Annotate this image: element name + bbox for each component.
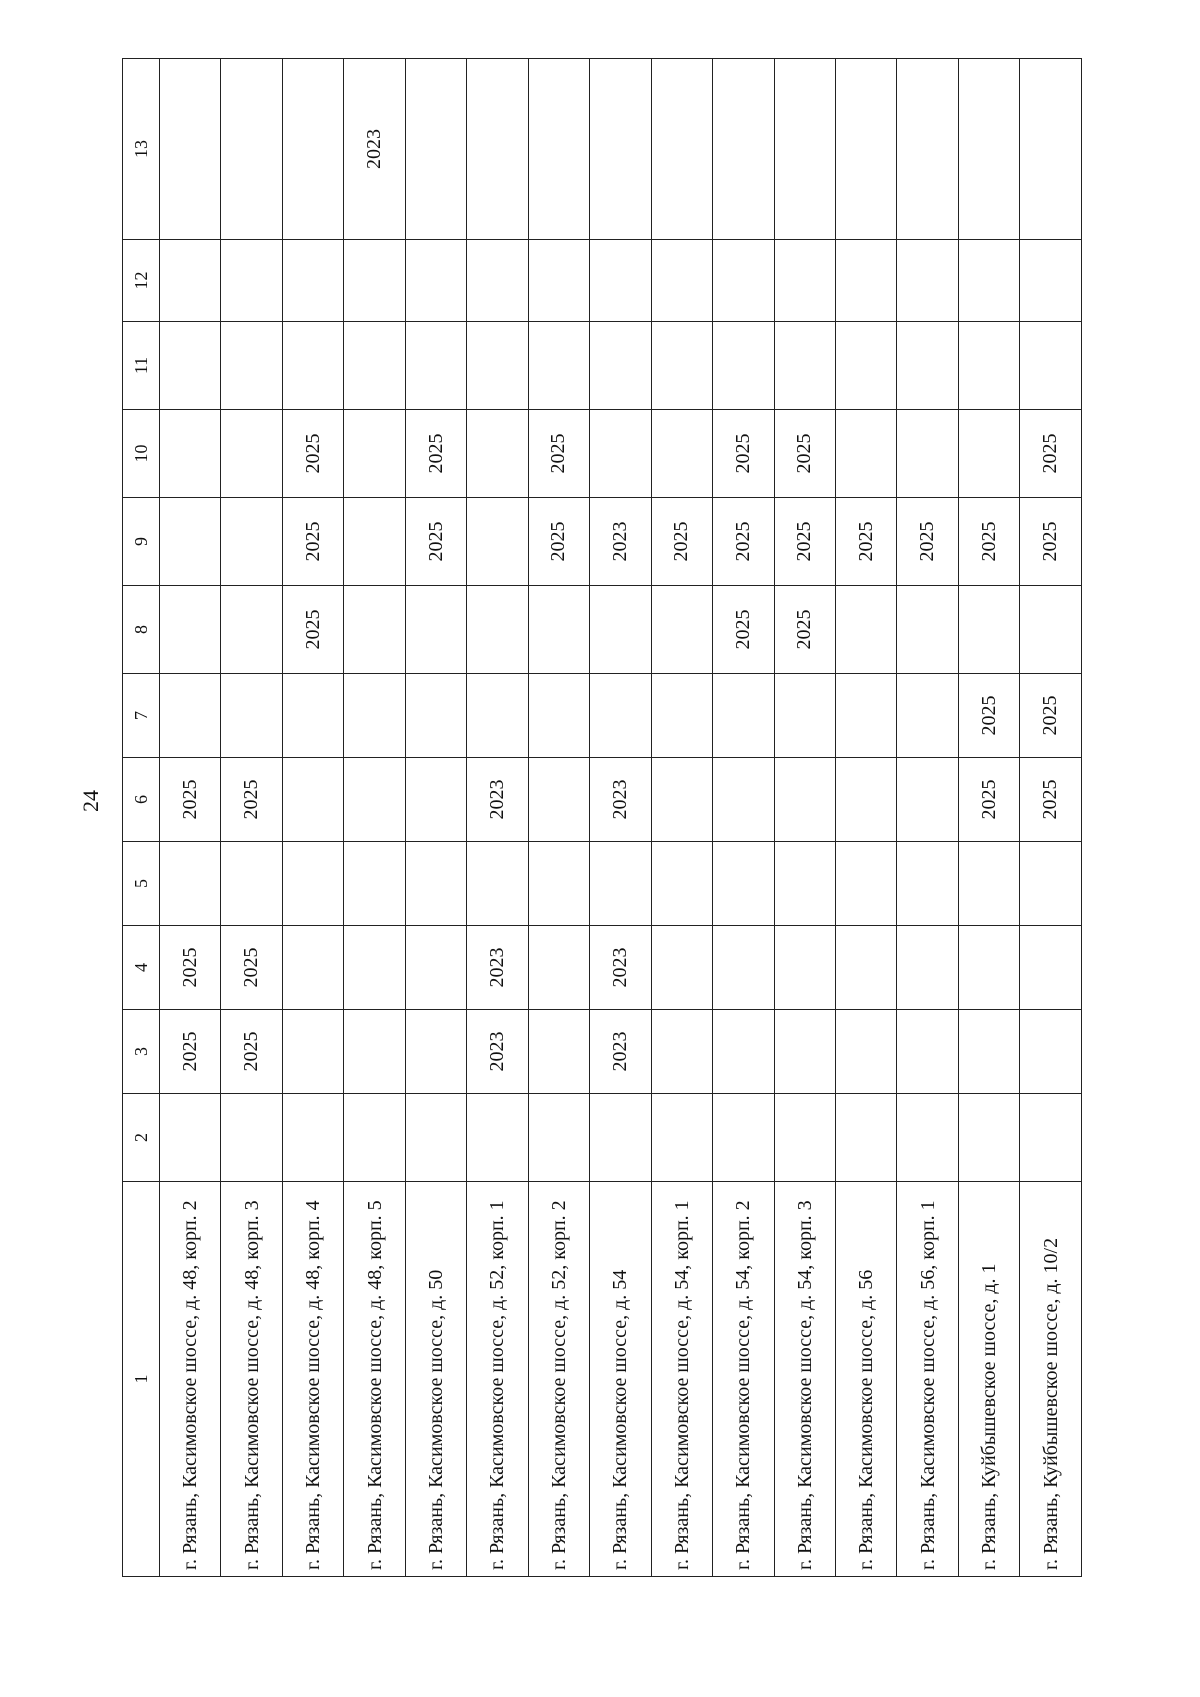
address-cell: г. Рязань, Касимовское шоссе, д. 52, корп. 2: [528, 1182, 589, 1577]
year-cell-col-7: [405, 674, 466, 758]
year-cell-col-9: 2025: [897, 498, 958, 586]
year-cell-col-6: 2023: [590, 758, 651, 842]
year-cell-col-10: [897, 410, 958, 498]
year-cell-col-6: [651, 758, 712, 842]
year-cell-col-12: [713, 240, 774, 322]
year-cell-col-5: [282, 842, 343, 926]
year-cell-col-8: 2025: [713, 586, 774, 674]
year-cell-col-6: 2025: [221, 758, 282, 842]
year-cell-col-12: [528, 240, 589, 322]
year-cell-col-2: [713, 1094, 774, 1182]
year-cell-col-4: 2023: [590, 926, 651, 1010]
rotated-table-container: [122, 61, 1082, 1577]
year-cell-col-13: [958, 59, 1019, 240]
address-cell: г. Рязань, Касимовское шоссе, д. 52, корп. 1: [467, 1182, 528, 1577]
year-cell-col-2: [405, 1094, 466, 1182]
year-cell-col-5: [958, 842, 1019, 926]
table-row: [282, 59, 343, 1577]
year-cell-col-9: 2025: [282, 498, 343, 586]
year-cell-col-12: [651, 240, 712, 322]
table-row: [590, 59, 651, 1577]
year-cell-col-10: [958, 410, 1019, 498]
table-row: [651, 59, 712, 1577]
year-cell-col-9: 2025: [835, 498, 896, 586]
schedule-table: [122, 58, 1082, 1577]
year-cell-col-2: [651, 1094, 712, 1182]
year-cell-col-9: 2025: [528, 498, 589, 586]
year-cell-col-3: [405, 1010, 466, 1094]
table-row: [1020, 59, 1082, 1577]
year-cell-col-12: [774, 240, 835, 322]
table-row: [467, 59, 528, 1577]
year-cell-col-11: [528, 322, 589, 410]
table-row: [528, 59, 589, 1577]
year-cell-col-5: [344, 842, 405, 926]
year-cell-col-2: [590, 1094, 651, 1182]
year-cell-col-2: [282, 1094, 343, 1182]
year-cell-col-9: [467, 498, 528, 586]
year-cell-col-5: [713, 842, 774, 926]
year-cell-col-9: 2025: [651, 498, 712, 586]
year-cell-col-4: [774, 926, 835, 1010]
year-cell-col-8: [221, 586, 282, 674]
year-cell-col-8: [651, 586, 712, 674]
table-row: [344, 59, 405, 1577]
year-cell-col-7: [160, 674, 221, 758]
table-row: [221, 59, 282, 1577]
year-cell-col-11: [774, 322, 835, 410]
year-cell-col-4: [405, 926, 466, 1010]
year-cell-col-11: [713, 322, 774, 410]
year-cell-col-12: [221, 240, 282, 322]
column-header-4: 4: [123, 926, 160, 1010]
year-cell-col-11: [282, 322, 343, 410]
year-cell-col-2: [160, 1094, 221, 1182]
address-cell: г. Рязань, Касимовское шоссе, д. 56: [835, 1182, 896, 1577]
column-header-11: 11: [123, 322, 160, 410]
year-cell-col-13: [160, 59, 221, 240]
year-cell-col-10: 2025: [713, 410, 774, 498]
year-cell-col-7: [221, 674, 282, 758]
column-header-1: 1: [123, 1182, 160, 1577]
year-cell-col-4: 2023: [467, 926, 528, 1010]
year-cell-col-8: [958, 586, 1019, 674]
year-cell-col-6: 2025: [958, 758, 1019, 842]
address-cell: г. Рязань, Касимовское шоссе, д. 48, корп. 2: [160, 1182, 221, 1577]
address-cell: г. Рязань, Касимовское шоссе, д. 54, корп. 3: [774, 1182, 835, 1577]
page-number: 24: [78, 790, 103, 812]
year-cell-col-3: 2023: [467, 1010, 528, 1094]
year-cell-col-11: [221, 322, 282, 410]
year-cell-col-11: [958, 322, 1019, 410]
year-cell-col-2: [774, 1094, 835, 1182]
year-cell-col-8: [835, 586, 896, 674]
column-header-9: 9: [123, 498, 160, 586]
year-cell-col-4: 2025: [221, 926, 282, 1010]
year-cell-col-2: [958, 1094, 1019, 1182]
year-cell-col-3: 2023: [590, 1010, 651, 1094]
table-body: [160, 59, 1082, 1577]
year-cell-col-11: [467, 322, 528, 410]
year-cell-col-10: [344, 410, 405, 498]
year-cell-col-8: [528, 586, 589, 674]
year-cell-col-3: [344, 1010, 405, 1094]
year-cell-col-12: [405, 240, 466, 322]
address-cell: г. Рязань, Куйбышевское шоссе, д. 10/2: [1020, 1182, 1082, 1577]
year-cell-col-7: [835, 674, 896, 758]
year-cell-col-9: 2025: [713, 498, 774, 586]
year-cell-col-8: [160, 586, 221, 674]
year-cell-col-5: [1020, 842, 1082, 926]
year-cell-col-5: [590, 842, 651, 926]
year-cell-col-3: [1020, 1010, 1082, 1094]
year-cell-col-7: [897, 674, 958, 758]
year-cell-col-6: 2025: [1020, 758, 1082, 842]
year-cell-col-3: 2025: [160, 1010, 221, 1094]
year-cell-col-4: [528, 926, 589, 1010]
year-cell-col-9: 2025: [1020, 498, 1082, 586]
year-cell-col-9: [160, 498, 221, 586]
year-cell-col-8: [405, 586, 466, 674]
year-cell-col-13: [405, 59, 466, 240]
year-cell-col-8: 2025: [774, 586, 835, 674]
year-cell-col-5: [774, 842, 835, 926]
year-cell-col-13: 2023: [344, 59, 405, 240]
year-cell-col-7: [590, 674, 651, 758]
year-cell-col-5: [835, 842, 896, 926]
year-cell-col-2: [221, 1094, 282, 1182]
year-cell-col-10: [221, 410, 282, 498]
table-row: [160, 59, 221, 1577]
address-cell: г. Рязань, Касимовское шоссе, д. 54, корп. 1: [651, 1182, 712, 1577]
year-cell-col-6: [405, 758, 466, 842]
year-cell-col-5: [467, 842, 528, 926]
year-cell-col-7: [774, 674, 835, 758]
year-cell-col-11: [405, 322, 466, 410]
year-cell-col-13: [282, 59, 343, 240]
year-cell-col-9: 2025: [405, 498, 466, 586]
year-cell-col-4: [835, 926, 896, 1010]
year-cell-col-6: [835, 758, 896, 842]
year-cell-col-9: 2023: [590, 498, 651, 586]
table-row: [835, 59, 896, 1577]
year-cell-col-12: [590, 240, 651, 322]
column-header-7: 7: [123, 674, 160, 758]
year-cell-col-3: 2025: [221, 1010, 282, 1094]
year-cell-col-10: 2025: [774, 410, 835, 498]
year-cell-col-10: [835, 410, 896, 498]
year-cell-col-8: [1020, 586, 1082, 674]
year-cell-col-13: [221, 59, 282, 240]
table-row: [958, 59, 1019, 1577]
year-cell-col-6: [774, 758, 835, 842]
table-row: [405, 59, 466, 1577]
year-cell-col-12: [897, 240, 958, 322]
year-cell-col-13: [651, 59, 712, 240]
year-cell-col-9: 2025: [958, 498, 1019, 586]
address-cell: г. Рязань, Касимовское шоссе, д. 48, корп. 3: [221, 1182, 282, 1577]
year-cell-col-5: [221, 842, 282, 926]
year-cell-col-3: [958, 1010, 1019, 1094]
year-cell-col-3: [713, 1010, 774, 1094]
year-cell-col-3: [897, 1010, 958, 1094]
year-cell-col-12: [835, 240, 896, 322]
year-cell-col-4: [651, 926, 712, 1010]
year-cell-col-10: [467, 410, 528, 498]
year-cell-col-5: [897, 842, 958, 926]
year-cell-col-13: [897, 59, 958, 240]
year-cell-col-6: [897, 758, 958, 842]
year-cell-col-9: [221, 498, 282, 586]
address-cell: г. Рязань, Касимовское шоссе, д. 54, корп. 2: [713, 1182, 774, 1577]
year-cell-col-2: [528, 1094, 589, 1182]
year-cell-col-4: [713, 926, 774, 1010]
year-cell-col-4: 2025: [160, 926, 221, 1010]
column-header-10: 10: [123, 410, 160, 498]
year-cell-col-7: [651, 674, 712, 758]
year-cell-col-4: [282, 926, 343, 1010]
column-header-8: 8: [123, 586, 160, 674]
year-cell-col-4: [1020, 926, 1082, 1010]
year-cell-col-8: [344, 586, 405, 674]
year-cell-col-10: 2025: [405, 410, 466, 498]
year-cell-col-2: [344, 1094, 405, 1182]
year-cell-col-10: [651, 410, 712, 498]
table-row: [713, 59, 774, 1577]
year-cell-col-8: 2025: [282, 586, 343, 674]
year-cell-col-3: [528, 1010, 589, 1094]
year-cell-col-2: [897, 1094, 958, 1182]
table-row: [897, 59, 958, 1577]
year-cell-col-10: [590, 410, 651, 498]
year-cell-col-10: [160, 410, 221, 498]
year-cell-col-13: [713, 59, 774, 240]
year-cell-col-7: [344, 674, 405, 758]
year-cell-col-11: [590, 322, 651, 410]
year-cell-col-8: [590, 586, 651, 674]
year-cell-col-9: 2025: [774, 498, 835, 586]
table-row: [774, 59, 835, 1577]
year-cell-col-7: [713, 674, 774, 758]
year-cell-col-13: [467, 59, 528, 240]
column-header-12: 12: [123, 240, 160, 322]
year-cell-col-12: [160, 240, 221, 322]
address-cell: г. Рязань, Касимовское шоссе, д. 56, корп. 1: [897, 1182, 958, 1577]
year-cell-col-4: [344, 926, 405, 1010]
address-cell: г. Рязань, Касимовское шоссе, д. 48, корп. 4: [282, 1182, 343, 1577]
address-cell: г. Рязань, Касимовское шоссе, д. 54: [590, 1182, 651, 1577]
year-cell-col-6: [713, 758, 774, 842]
year-cell-col-5: [160, 842, 221, 926]
year-cell-col-13: [590, 59, 651, 240]
year-cell-col-10: 2025: [282, 410, 343, 498]
year-cell-col-3: [835, 1010, 896, 1094]
column-header-5: 5: [123, 842, 160, 926]
column-header-2: 2: [123, 1094, 160, 1182]
year-cell-col-10: 2025: [1020, 410, 1082, 498]
year-cell-col-11: [344, 322, 405, 410]
year-cell-col-9: [344, 498, 405, 586]
year-cell-col-5: [651, 842, 712, 926]
year-cell-col-6: [344, 758, 405, 842]
column-header-3: 3: [123, 1010, 160, 1094]
year-cell-col-5: [528, 842, 589, 926]
year-cell-col-2: [835, 1094, 896, 1182]
year-cell-col-13: [528, 59, 589, 240]
year-cell-col-8: [897, 586, 958, 674]
year-cell-col-11: [835, 322, 896, 410]
year-cell-col-12: [344, 240, 405, 322]
year-cell-col-3: [651, 1010, 712, 1094]
year-cell-col-8: [467, 586, 528, 674]
header-row: [123, 59, 160, 1577]
year-cell-col-12: [1020, 240, 1082, 322]
year-cell-col-2: [467, 1094, 528, 1182]
column-header-6: 6: [123, 758, 160, 842]
address-cell: г. Рязань, Касимовское шоссе, д. 48, корп. 5: [344, 1182, 405, 1577]
year-cell-col-11: [160, 322, 221, 410]
year-cell-col-3: [774, 1010, 835, 1094]
year-cell-col-3: [282, 1010, 343, 1094]
year-cell-col-5: [405, 842, 466, 926]
year-cell-col-10: 2025: [528, 410, 589, 498]
year-cell-col-4: [897, 926, 958, 1010]
year-cell-col-11: [1020, 322, 1082, 410]
year-cell-col-12: [958, 240, 1019, 322]
year-cell-col-12: [467, 240, 528, 322]
address-cell: г. Рязань, Куйбышевское шоссе, д. 1: [958, 1182, 1019, 1577]
year-cell-col-6: 2025: [160, 758, 221, 842]
column-header-13: 13: [123, 59, 160, 240]
year-cell-col-11: [897, 322, 958, 410]
year-cell-col-12: [282, 240, 343, 322]
year-cell-col-13: [774, 59, 835, 240]
year-cell-col-6: 2023: [467, 758, 528, 842]
year-cell-col-13: [1020, 59, 1082, 240]
year-cell-col-6: [528, 758, 589, 842]
year-cell-col-6: [282, 758, 343, 842]
year-cell-col-7: [528, 674, 589, 758]
year-cell-col-7: 2025: [958, 674, 1019, 758]
year-cell-col-7: [467, 674, 528, 758]
year-cell-col-7: [282, 674, 343, 758]
year-cell-col-2: [1020, 1094, 1082, 1182]
year-cell-col-13: [835, 59, 896, 240]
year-cell-col-7: 2025: [1020, 674, 1082, 758]
address-cell: г. Рязань, Касимовское шоссе, д. 50: [405, 1182, 466, 1577]
year-cell-col-4: [958, 926, 1019, 1010]
year-cell-col-11: [651, 322, 712, 410]
